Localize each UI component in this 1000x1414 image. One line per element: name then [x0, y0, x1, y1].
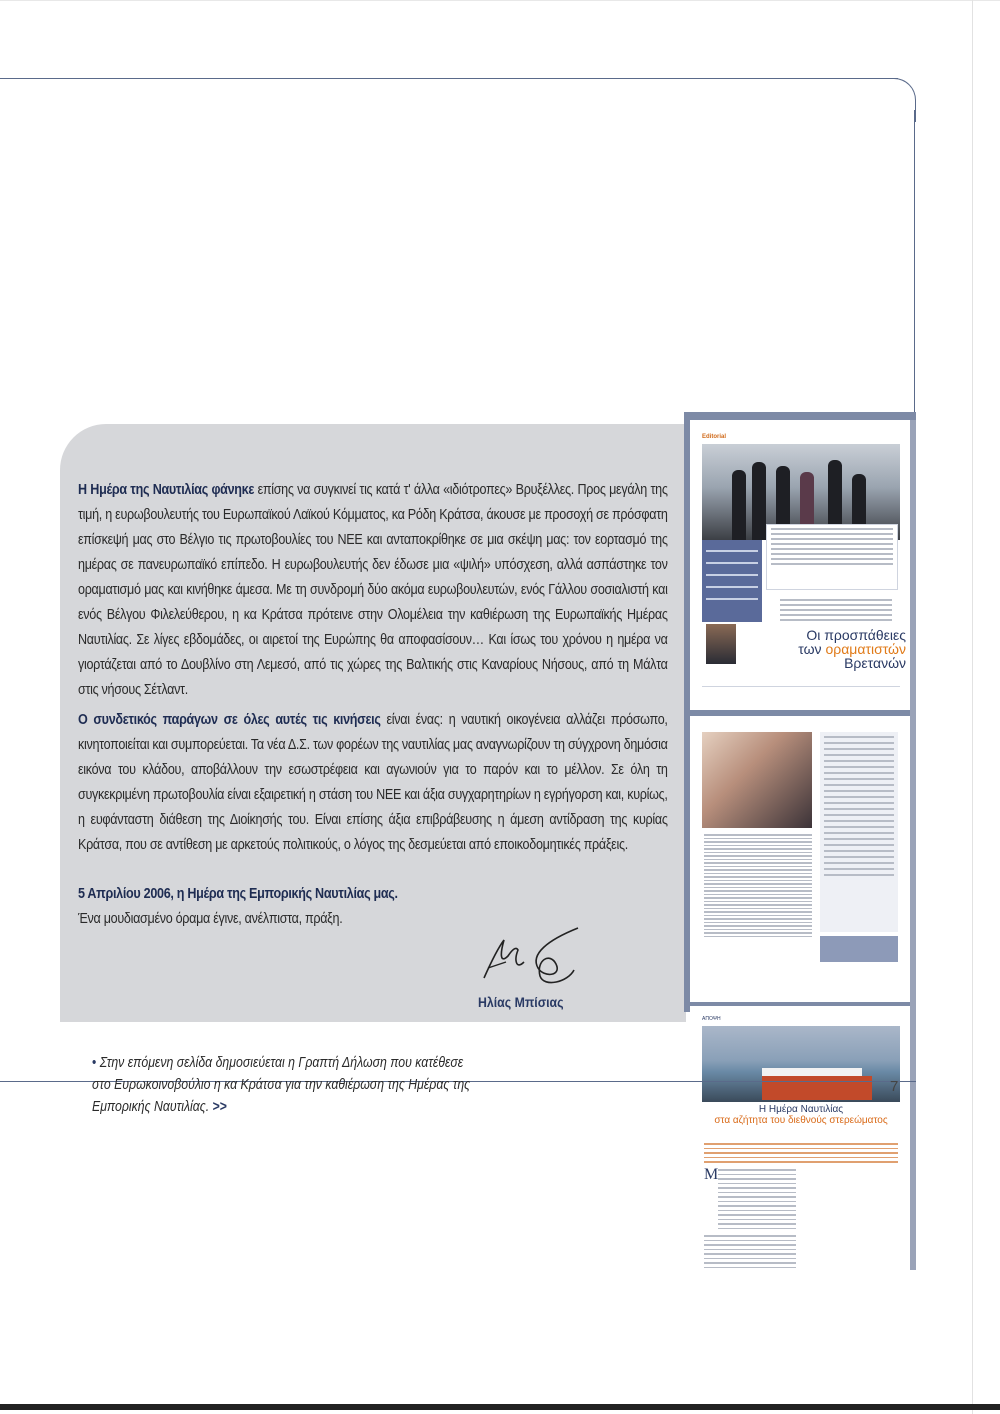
page-right-edge	[972, 0, 973, 1414]
paragraph-2-body: είναι ένας: η ναυτική οικογένεια αλλάζει πρόσωπο, κινητοποιείται και συμπορεύεται. Τα νέα Δ.Σ. των φορέων της ναυτιλίας μας αναγνωρίζουν τη σύγχρονη δημόσια εικόνα του κλάδου, αποβάλλουν την εσωστρέφεια και αγωνιούν για το παρόν και το μέλλον. Σε όλη τη συγκεκριμένη πρωτοβουλία είναι εξαιρετική η στάση του ΝΕΕ και άξια συγχαρητηρίων η εγρήγορση και, κυρίως, η ευφάνταστη διάθεση της Διοίκησής του. Είναι επίσης άξια επιβράβευσης η άμεση αντίδραση της κυρίας Κράτσα, που σε αντίθεση με αρκετούς πολιτικούς, ο λόγος της δεσμεύεται από εποικοδομητικές πράξεις.	[78, 712, 668, 853]
frame-corner	[872, 78, 916, 122]
thumbnail-page-3	[690, 1006, 910, 1270]
paragraph-1-lead: Η Ημέρα της Ναυτιλίας φάνηκε	[78, 482, 255, 498]
paragraph-1	[78, 478, 668, 703]
thumb-title: Οι προσπάθειες των οραματιστών Βρετανών	[798, 627, 906, 671]
thumb-tag: Editorial	[702, 434, 727, 440]
note-text: Στην επόμενη σελίδα δημοσιεύεται η Γραπτή Δήλωση που κατέθεσε στο Ευρωκοινοβούλιο η κα Κράτσα για την καθιέρωση της Ημέρας της Εμπορικής Ναυτιλίας.	[92, 1055, 471, 1115]
note-arrows: >>	[212, 1099, 227, 1115]
signer-name: Ηλίας Μπίσιας	[478, 994, 564, 1010]
thumb-lead-text	[704, 1140, 898, 1166]
thumbnail-page-1	[690, 420, 910, 710]
page-number: 7	[890, 1078, 899, 1095]
thumb-pullquote	[702, 540, 762, 622]
editorial-text	[78, 478, 668, 927]
thumb-footer-rule	[702, 686, 900, 687]
thumb-columns	[704, 1166, 898, 1270]
paragraph-2	[78, 708, 668, 858]
thumb-text-lines	[776, 596, 896, 624]
thumb-dropcap: Μ	[704, 1166, 719, 1183]
paragraph-2-lead: Ο συνδετικός παράγων σε όλες αυτές τις κινήσεις	[78, 712, 381, 728]
thumb-section-label: ΑΠΟΨΗ	[702, 1016, 721, 1022]
frame-right-line	[914, 110, 915, 416]
thumb-blue-bar	[820, 936, 898, 962]
thumb-title-3: Η Ημέρα Ναυτιλίας στα αζήτητα του διεθνούς στερεώματος	[714, 1104, 888, 1126]
signature-image	[478, 920, 598, 990]
thumb-side-column	[820, 732, 898, 932]
thumb-photo-ceremony	[702, 732, 812, 828]
thumbnail-page-2	[690, 716, 910, 1002]
frame-top-line	[0, 78, 898, 79]
paragraph-3-body: Ένα μουδιασμένο όραμα έγινε, ανέλπιστα, πράξη.	[78, 911, 343, 927]
paragraph-3-lead: 5 Απριλίου 2006, η Ημέρα της Εμπορικής Ναυτιλίας μας.	[78, 886, 398, 902]
thumbnail-shadow	[910, 420, 916, 1270]
thumb-portrait	[706, 624, 736, 664]
page-top-edge	[0, 0, 1000, 1]
note-bullet: •	[92, 1055, 97, 1071]
paragraph-1-body: επίσης να συγκινεί τις κατά τ' άλλα «ιδιότροπες» Βρυξέλλες. Προς μεγάλη της τιμή, η ευρωβουλευτής του Ευρωπαϊκού Λαϊκού Κόμματος, κα Ρόδη Κράτσα, άκουσε με προσοχή σε πρόσφατη επίσκεψή μας στο Βέλγιο τις πρωτοβουλίες του ΝΕΕ και ανταποκρίθηκε σε μια σκέψη μας: τον εορτασμό της ημέρας σε πανευρωπαϊκό επίπεδο. Η ευρωβουλευτής δεν έδωσε μια «ψιλή» υπόσχεση, αλλά ασπάστηκε τον οραματισμό μας και κινήθηκε άμεσα. Με τη συνδρομή δύο ακόμα ευρωβουλευτών, ενός Γάλλου σοσιαλιστή και ενός Βέλγου Φιλελεύθερου, η κα Κράτσα πρότεινε στην Ολομέλεια την καθιέρωση της Ευρωπαϊκής Ημέρας Ναυτιλίας. Σε λίγες εβδομάδες, οι αιρετοί της Ευρώπης θα αποφασίσουν… Και ίσως του χρόνου η ημέρα να γιορτάζεται από το Δουβλίνο στη Λεμεσό, από τις χώρες της Βαλτικής στις Καναρίους Νήσους, από τη Μάλτα στις νήσους Σέτλαντ.	[78, 482, 668, 698]
thumb-photo-harbor	[702, 1026, 900, 1102]
page-bottom-bar	[0, 1404, 1000, 1410]
thumb-body-text	[704, 832, 812, 939]
next-page-note	[92, 1052, 470, 1118]
thumb-text-block	[766, 524, 898, 590]
